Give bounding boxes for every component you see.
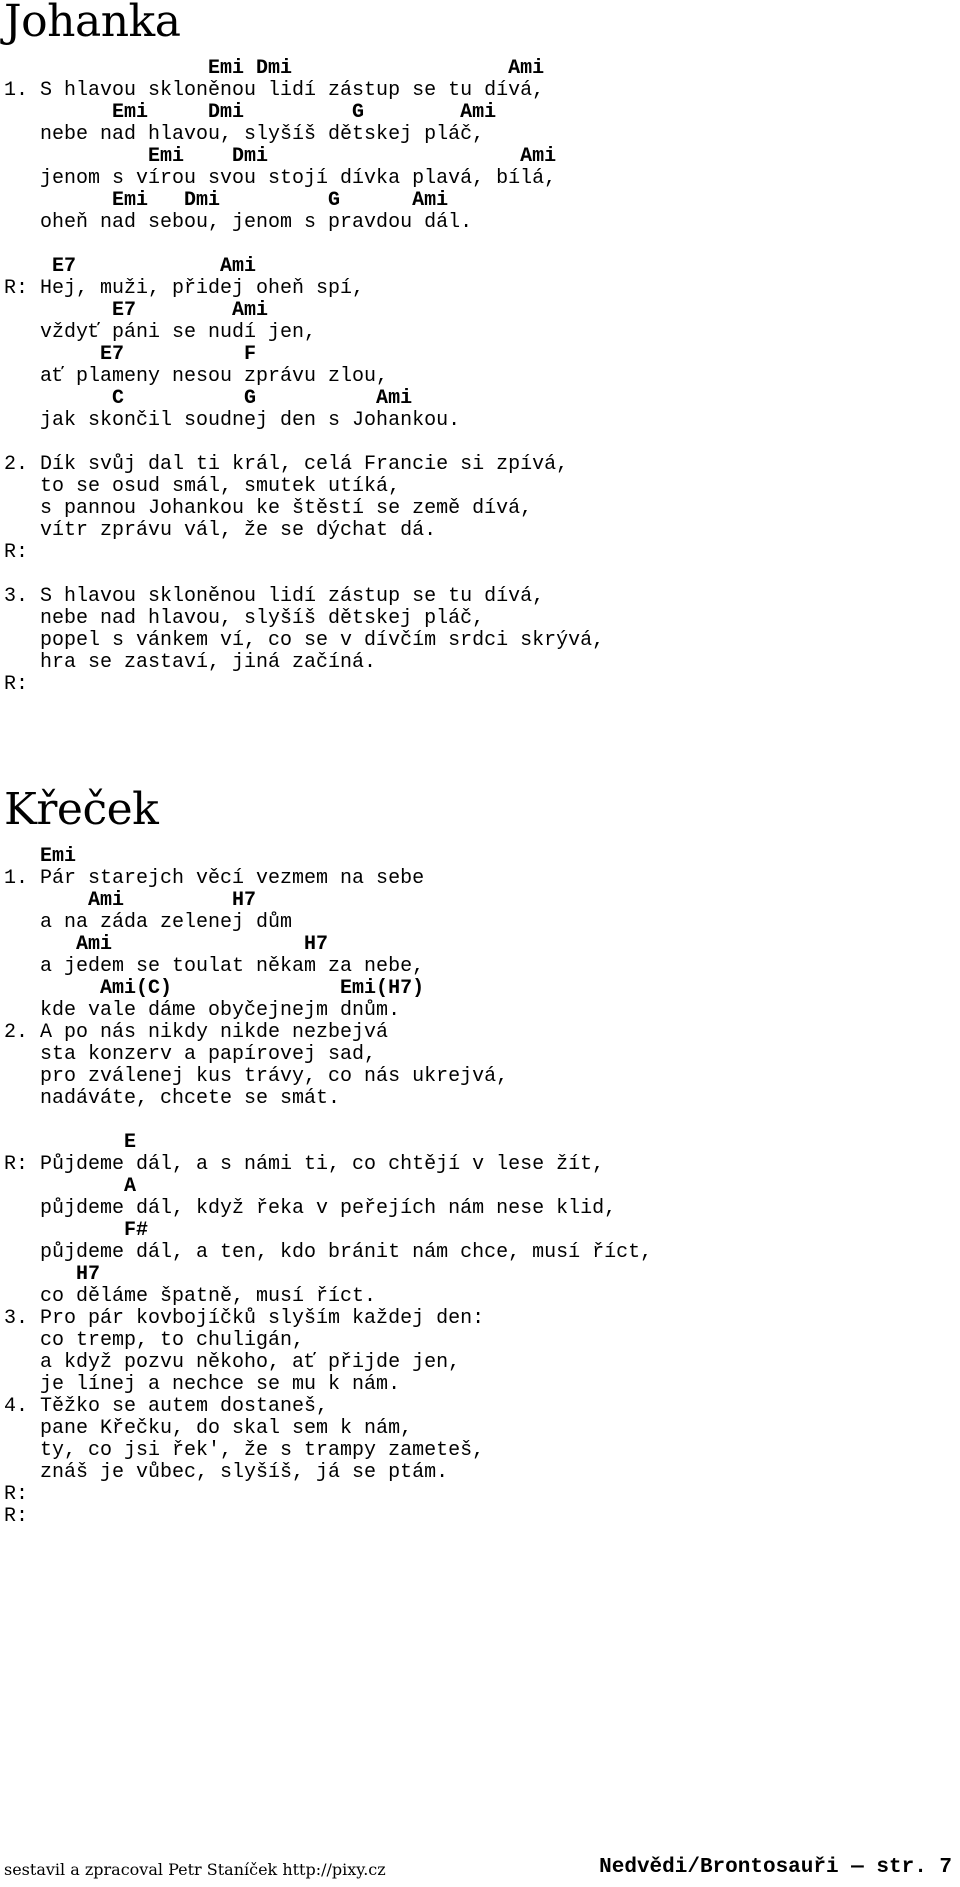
song-title-krecek: Křeček — [4, 784, 159, 835]
lyric-line: s pannou Johankou ke štěstí se země dívá, — [4, 497, 533, 520]
chord-line: Ami H7 — [4, 933, 329, 956]
chord-line: Emi Dmi Ami — [4, 145, 557, 168]
lyric-line: pro zválenej kus trávy, co nás ukrejvá, — [4, 1065, 509, 1088]
chord-line: H7 — [4, 1263, 101, 1286]
footer-credit: sestavil a zpracoval Petr Staníček http://pixy.cz — [4, 1860, 386, 1879]
chord-line: Emi — [4, 845, 77, 868]
lyric-line: 1. Pár starejch věcí vezmem na sebe — [4, 867, 425, 890]
lyric-line: R: Půjdeme dál, a s námi ti, co chtějí v lese žít, — [4, 1153, 605, 1176]
lyric-line: 2. A po nás nikdy nikde nezbejvá — [4, 1021, 389, 1044]
lyric-line: je línej a nechce se mu k nám. — [4, 1373, 401, 1396]
lyric-line: jak skončil soudnej den s Johankou. — [4, 409, 461, 432]
lyric-line: a na záda zelenej dům — [4, 911, 293, 934]
lyric-line: ty, co jsi řek', že s trampy zameteš, — [4, 1439, 485, 1462]
lyric-line: 1. S hlavou skloněnou lidí zástup se tu dívá, — [4, 79, 545, 102]
lyric-line: ať plameny nesou zprávu zlou, — [4, 365, 389, 388]
lyric-line: a když pozvu někoho, ať přijde jen, — [4, 1351, 461, 1374]
lyric-line: 4. Těžko se autem dostaneš, — [4, 1395, 329, 1418]
lyric-line: co tremp, to chuligán, — [4, 1329, 305, 1352]
chord-line: Ami H7 — [4, 889, 257, 912]
chord-line: Emi Dmi G Ami — [4, 189, 449, 212]
lyric-line: R: — [4, 1505, 29, 1528]
stanza-gap — [4, 1110, 652, 1132]
footer-page-label: Nedvědi/Brontosauři — str. 7 — [599, 1856, 952, 1879]
chord-line: F# — [4, 1219, 149, 1242]
chord-line: E7 Ami — [4, 299, 269, 322]
lyric-line: R: — [4, 541, 29, 564]
lyric-line: a jedem se toulat někam za nebe, — [4, 955, 425, 978]
lyric-line: 3. S hlavou skloněnou lidí zástup se tu dívá, — [4, 585, 545, 608]
lyric-line: R: Hej, muži, přidej oheň spí, — [4, 277, 365, 300]
lyric-line: co děláme špatně, musí říct. — [4, 1285, 377, 1308]
lyric-line: vítr zprávu vál, že se dýchat dá. — [4, 519, 437, 542]
stanza-gap — [4, 234, 604, 256]
chord-line: Emi Dmi Ami — [4, 57, 545, 80]
chord-line: A — [4, 1175, 137, 1198]
lyric-line: R: — [4, 673, 29, 696]
lyric-line: oheň nad sebou, jenom s pravdou dál. — [4, 211, 473, 234]
lyric-line: kde vale dáme obyčejnejm dnům. — [4, 999, 401, 1022]
chord-line: E — [4, 1131, 137, 1154]
lyric-line: pane Křečku, do skal sem k nám, — [4, 1417, 413, 1440]
song-title-johanka: Johanka — [4, 0, 181, 47]
stanza-gap — [4, 564, 604, 586]
stanza-gap — [4, 432, 604, 454]
lyric-line: sta konzerv a papírovej sad, — [4, 1043, 377, 1066]
lyric-line: 2. Dík svůj dal ti král, celá Francie si zpívá, — [4, 453, 569, 476]
lyric-line: nadáváte, chcete se smát. — [4, 1087, 341, 1110]
song-body-johanka — [4, 58, 604, 696]
lyric-line: to se osud smál, smutek utíká, — [4, 475, 401, 498]
chord-line: E7 F — [4, 343, 257, 366]
chord-line: C G Ami — [4, 387, 413, 410]
chord-line: E7 Ami — [4, 255, 257, 278]
lyric-line: nebe nad hlavou, slyšíš dětskej pláč, — [4, 607, 485, 630]
lyric-line: půjdeme dál, když řeka v peřejích nám nese klid, — [4, 1197, 617, 1220]
lyric-line: hra se zastaví, jiná začíná. — [4, 651, 377, 674]
lyric-line: jenom s vírou svou stojí dívka plavá, bílá, — [4, 167, 557, 190]
lyric-line: vždyť páni se nudí jen, — [4, 321, 317, 344]
lyric-line: znáš je vůbec, slyšíš, já se ptám. — [4, 1461, 449, 1484]
chord-line: Emi Dmi G Ami — [4, 101, 497, 124]
lyric-line: půjdeme dál, a ten, kdo bránit nám chce, musí říct, — [4, 1241, 653, 1264]
lyric-line: R: — [4, 1483, 29, 1506]
chord-line: Ami(C) Emi(H7) — [4, 977, 425, 1000]
lyric-line: nebe nad hlavou, slyšíš dětskej pláč, — [4, 123, 485, 146]
lyric-line: popel s vánkem ví, co se v dívčím srdci skrývá, — [4, 629, 605, 652]
song-body-krecek — [4, 846, 652, 1528]
lyric-line: 3. Pro pár kovbojíčků slyším každej den: — [4, 1307, 485, 1330]
